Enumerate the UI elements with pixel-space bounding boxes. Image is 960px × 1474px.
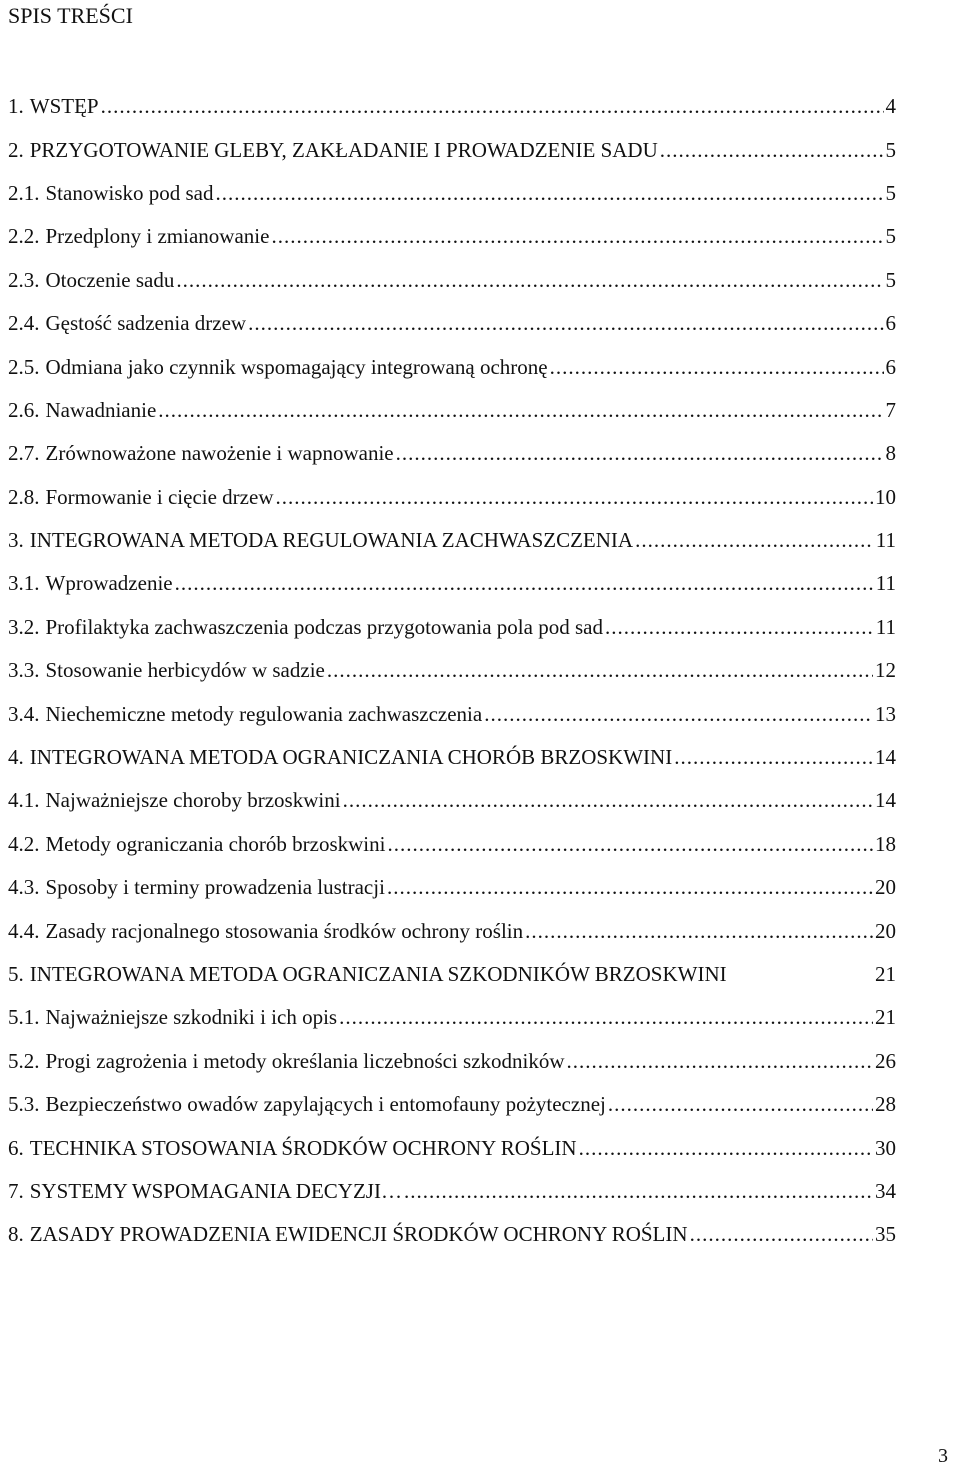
- toc-entry-number: 5.1.: [8, 1005, 40, 1030]
- toc-entry-page: 11: [875, 571, 896, 596]
- toc-entry-title: ZASADY PROWADZENIA EWIDENCJI ŚRODKÓW OCHRONY ROŚLIN: [29, 1222, 688, 1247]
- toc-entry-page: 5: [885, 267, 896, 292]
- toc-dot-leader: [660, 138, 884, 163]
- toc-entry-number: 1.: [8, 94, 24, 119]
- toc-entry-page: 5: [885, 137, 896, 162]
- toc-dot-leader: [567, 1049, 873, 1074]
- toc-entry[interactable]: [8, 736, 896, 779]
- toc-entry-number: 3.3.: [8, 658, 40, 683]
- toc-dot-leader: [579, 1136, 873, 1161]
- toc-entry-number: 5.2.: [8, 1048, 40, 1073]
- toc-entry[interactable]: [8, 996, 896, 1039]
- toc-entry-title: Najważniejsze choroby brzoskwini: [45, 788, 341, 813]
- toc-entry[interactable]: [8, 215, 896, 258]
- toc-entry-page: 21: [875, 1005, 896, 1030]
- toc-entry-page: 28: [875, 1092, 896, 1117]
- toc-entry[interactable]: [8, 606, 896, 649]
- toc-dot-leader: [327, 658, 873, 683]
- toc-entry-title: Przedplony i zmianowanie: [45, 224, 270, 249]
- toc-entry[interactable]: [8, 1083, 896, 1126]
- toc-entry-title: Nawadnianie: [45, 397, 157, 422]
- toc-entry-page: 18: [875, 831, 896, 856]
- toc-entry-number: 2.4.: [8, 311, 40, 336]
- toc-entry-page: 4: [885, 94, 896, 119]
- toc-entry-page: 5: [885, 224, 896, 249]
- toc-entry-number: 2.5.: [8, 354, 40, 379]
- toc-entry-page: 7: [885, 397, 896, 422]
- toc-entry-number: 3.4.: [8, 701, 40, 726]
- toc-entry-page: 20: [875, 918, 896, 943]
- toc-entry-number: 2.: [8, 137, 24, 162]
- toc-dot-leader: [525, 919, 873, 944]
- toc-dot-leader: [550, 355, 884, 380]
- toc-entry[interactable]: [8, 259, 896, 302]
- toc-entry-number: 3.2.: [8, 614, 40, 639]
- toc-entry-title: Wprowadzenie: [45, 571, 173, 596]
- toc-dot-leader: [404, 1179, 873, 1204]
- toc-entry-number: 5.3.: [8, 1092, 40, 1117]
- toc-entry-title: Progi zagrożenia i metody określania liczebności szkodników: [45, 1048, 565, 1073]
- toc-entry-title: TECHNIKA STOSOWANIA ŚRODKÓW OCHRONY ROŚLIN: [29, 1135, 577, 1160]
- toc-entry-title: INTEGROWANA METODA OGRANICZANIA SZKODNIKÓW BRZOSKWINI: [29, 962, 727, 986]
- toc-dot-leader: [175, 571, 874, 596]
- toc-entry[interactable]: [8, 345, 896, 388]
- toc-entry-number: 7.: [8, 1178, 24, 1203]
- toc-entry-title: Stosowanie herbicydów w sadzie: [45, 658, 325, 683]
- toc-entry-page: 34: [875, 1178, 896, 1203]
- toc-dot-leader: [339, 1005, 873, 1030]
- toc-entry-page: 20: [875, 875, 896, 900]
- toc-entry-number: 4.3.: [8, 875, 40, 900]
- toc-entry-page: 21: [875, 962, 896, 986]
- toc-entry[interactable]: [8, 519, 896, 562]
- toc-entry-title: Zrównoważone nawożenie i wapnowanie: [45, 441, 394, 466]
- toc-entry-title: Otoczenie sadu: [45, 267, 175, 292]
- toc-dot-leader: [176, 268, 883, 293]
- toc-entry-page: 6: [885, 311, 896, 336]
- toc-entry-title: Gęstość sadzenia drzew: [45, 311, 247, 336]
- toc-entry-title: INTEGROWANA METODA REGULOWANIA ZACHWASZCZENIA: [29, 528, 634, 553]
- toc-entry[interactable]: [8, 476, 896, 519]
- page-number: 3: [938, 1445, 948, 1467]
- toc-dot-leader: [608, 1092, 873, 1117]
- toc-entry-title: WSTĘP: [29, 94, 99, 119]
- toc-entry[interactable]: [8, 649, 896, 692]
- toc-entry[interactable]: [8, 302, 896, 345]
- toc-entry-page: 30: [875, 1135, 896, 1160]
- toc-entry[interactable]: [8, 128, 896, 171]
- toc-dot-leader: [343, 788, 873, 813]
- toc-entry-title: Najważniejsze szkodniki i ich opis: [45, 1005, 338, 1030]
- toc-dot-leader: [605, 615, 874, 640]
- toc-entry-title: Zasady racjonalnego stosowania środków ochrony roślin: [45, 918, 524, 943]
- toc-entry-number: 2.8.: [8, 484, 40, 509]
- toc-dot-leader: [158, 398, 883, 423]
- toc-entry-number: 2.7.: [8, 441, 40, 466]
- toc-entry[interactable]: [8, 909, 896, 952]
- toc-entry-number: 6.: [8, 1135, 24, 1160]
- toc-entry-title: Bezpieczeństwo owadów zapylających i entomofauny pożytecznej: [45, 1092, 606, 1117]
- toc-entry-page: 6: [885, 354, 896, 379]
- toc-entry-page: 14: [875, 788, 896, 813]
- toc-entry[interactable]: [8, 866, 896, 909]
- toc-entry-number: 3.1.: [8, 571, 40, 596]
- toc-dot-leader: [276, 485, 874, 510]
- toc-entry-title: PRZYGOTOWANIE GLEBY, ZAKŁADANIE I PROWADZENIE SADU: [29, 137, 658, 162]
- toc-entry[interactable]: [8, 823, 896, 866]
- toc-entry-number: 3.: [8, 528, 24, 553]
- toc-entry-page: 35: [875, 1222, 896, 1247]
- toc-entry-page: 5: [885, 180, 896, 205]
- toc-dot-leader: [484, 702, 873, 727]
- toc-entry-page: 14: [875, 745, 896, 770]
- toc-entry[interactable]: [8, 953, 896, 996]
- toc-dot-leader: [101, 94, 884, 119]
- toc-dot-leader: [690, 1222, 873, 1247]
- toc-entry-title: Odmiana jako czynnik wspomagający integrowaną ochronę: [45, 354, 548, 379]
- toc-entry-number: 2.3.: [8, 267, 40, 292]
- toc-entry[interactable]: [8, 85, 896, 128]
- toc-entry[interactable]: [8, 1170, 896, 1213]
- toc-dot-leader: [635, 528, 874, 553]
- toc-entry-number: 2.2.: [8, 224, 40, 249]
- toc-entry-number: 4.1.: [8, 788, 40, 813]
- toc-entry-number: 8.: [8, 1222, 24, 1247]
- toc-entry-title: Stanowisko pod sad: [45, 180, 214, 205]
- table-of-contents: [8, 85, 896, 1257]
- toc-entry-title: Formowanie i cięcie drzew: [45, 484, 274, 509]
- toc-dot-leader: [271, 224, 883, 249]
- toc-entry-page: 11: [875, 614, 896, 639]
- toc-entry[interactable]: [8, 692, 896, 735]
- toc-entry-title: Metody ograniczania chorób brzoskwini: [45, 831, 386, 856]
- toc-dot-leader: [387, 832, 873, 857]
- toc-entry-title: SYSTEMY WSPOMAGANIA DECYZJI…: [29, 1178, 402, 1203]
- toc-entry[interactable]: [8, 172, 896, 215]
- toc-entry-number: 4.4.: [8, 918, 40, 943]
- toc-entry-number: 5.: [8, 962, 24, 986]
- toc-dot-leader: [216, 181, 884, 206]
- toc-entry[interactable]: [8, 389, 896, 432]
- toc-entry-title: Sposoby i terminy prowadzenia lustracji: [45, 875, 385, 900]
- toc-entry[interactable]: [8, 779, 896, 822]
- toc-entry-page: 11: [875, 528, 896, 553]
- page-title: SPIS TREŚCI: [8, 3, 133, 28]
- toc-dot-leader: [396, 441, 884, 466]
- toc-entry[interactable]: [8, 1040, 896, 1083]
- toc-entry-title: Profilaktyka zachwaszczenia podczas przygotowania pola pod sad: [45, 614, 603, 639]
- toc-entry-title: INTEGROWANA METODA OGRANICZANIA CHORÓB BRZOSKWINI: [29, 745, 673, 770]
- toc-entry-number: 2.1.: [8, 180, 40, 205]
- toc-entry-page: 8: [885, 441, 896, 466]
- toc-entry-title: Niechemiczne metody regulowania zachwaszczenia: [45, 701, 483, 726]
- toc-entry[interactable]: [8, 562, 896, 605]
- toc-entry[interactable]: [8, 432, 896, 475]
- toc-entry[interactable]: [8, 1213, 896, 1256]
- toc-dot-leader: [248, 311, 883, 336]
- toc-dot-leader: [674, 745, 873, 770]
- toc-entry-number: 4.: [8, 745, 24, 770]
- toc-entry-number: 2.6.: [8, 397, 40, 422]
- toc-dot-leader: [387, 875, 873, 900]
- toc-entry-page: 13: [875, 701, 896, 726]
- toc-entry-number: 4.2.: [8, 831, 40, 856]
- toc-entry-page: 10: [875, 484, 896, 509]
- toc-entry[interactable]: [8, 1126, 896, 1169]
- toc-entry-page: 12: [875, 658, 896, 683]
- toc-entry-page: 26: [875, 1048, 896, 1073]
